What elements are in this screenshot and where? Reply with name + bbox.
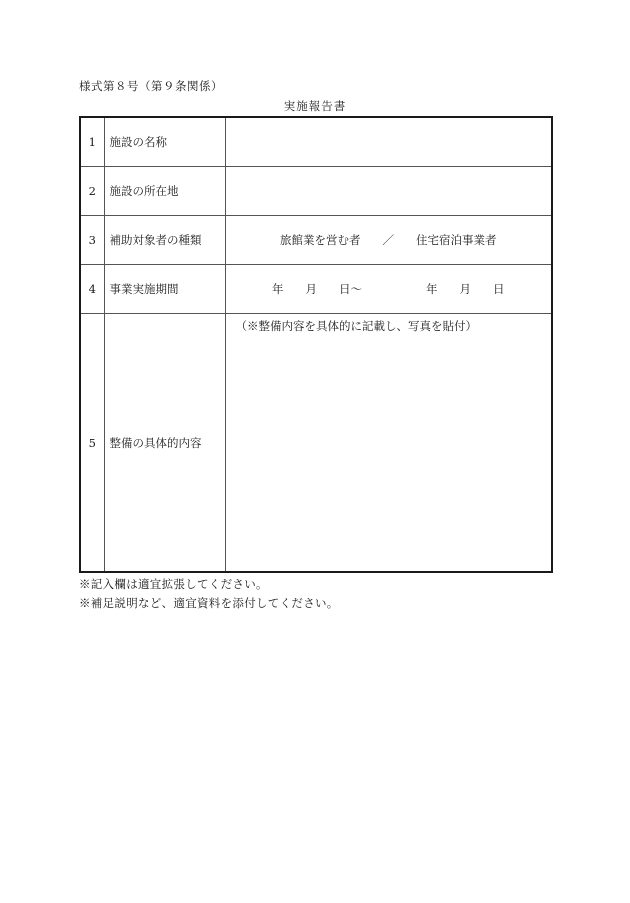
end-month-label: 月 [459,282,471,296]
option-ryokan-operator[interactable]: 旅館業を営む者 [280,233,361,247]
row-implementation-period [80,265,552,314]
document-title: 実施報告書 [283,99,347,113]
row-number: 1 [80,117,104,167]
row-facility-name [80,117,552,167]
option-minpaku-operator[interactable]: 住宅宿泊事業者 [416,233,497,247]
start-year-label: 年 [272,282,284,296]
row-subsidy-type [80,216,552,265]
details-instruction: （※整備内容を具体的に記載し、写真を貼付） [235,319,477,333]
facility-name-field[interactable] [225,117,552,167]
row-number: 2 [80,167,104,216]
report-table [79,116,553,573]
row-label: 施設の所在地 [104,167,225,216]
start-month-label: 月 [305,282,317,296]
note-attach-materials: ※補足説明など、適宜資料を添付してください。 [79,596,339,610]
row-label: 補助対象者の種類 [104,216,225,265]
period-tilde: ～ [350,282,362,296]
row-label: 施設の名称 [104,117,225,167]
row-number: 3 [80,216,104,265]
row-improvement-details [80,314,552,573]
improvement-details-field[interactable] [225,314,552,573]
facility-address-field[interactable] [225,167,552,216]
row-label: 事業実施期間 [104,265,225,314]
start-day-label: 日 [339,282,351,296]
note-expand-fields: ※記入欄は適宜拡張してください。 [79,577,268,591]
row-number: 5 [80,314,104,573]
end-day-label: 日 [493,282,505,296]
end-year-label: 年 [426,282,438,296]
row-label: 整備の具体的内容 [104,314,225,573]
row-number: 4 [80,265,104,314]
form-number: 様式第８号（第９条関係） [79,79,223,93]
option-separator: ／ [382,233,394,247]
row-facility-address [80,167,552,216]
subsidy-type-field[interactable] [225,216,552,265]
implementation-period-field[interactable] [225,265,552,314]
